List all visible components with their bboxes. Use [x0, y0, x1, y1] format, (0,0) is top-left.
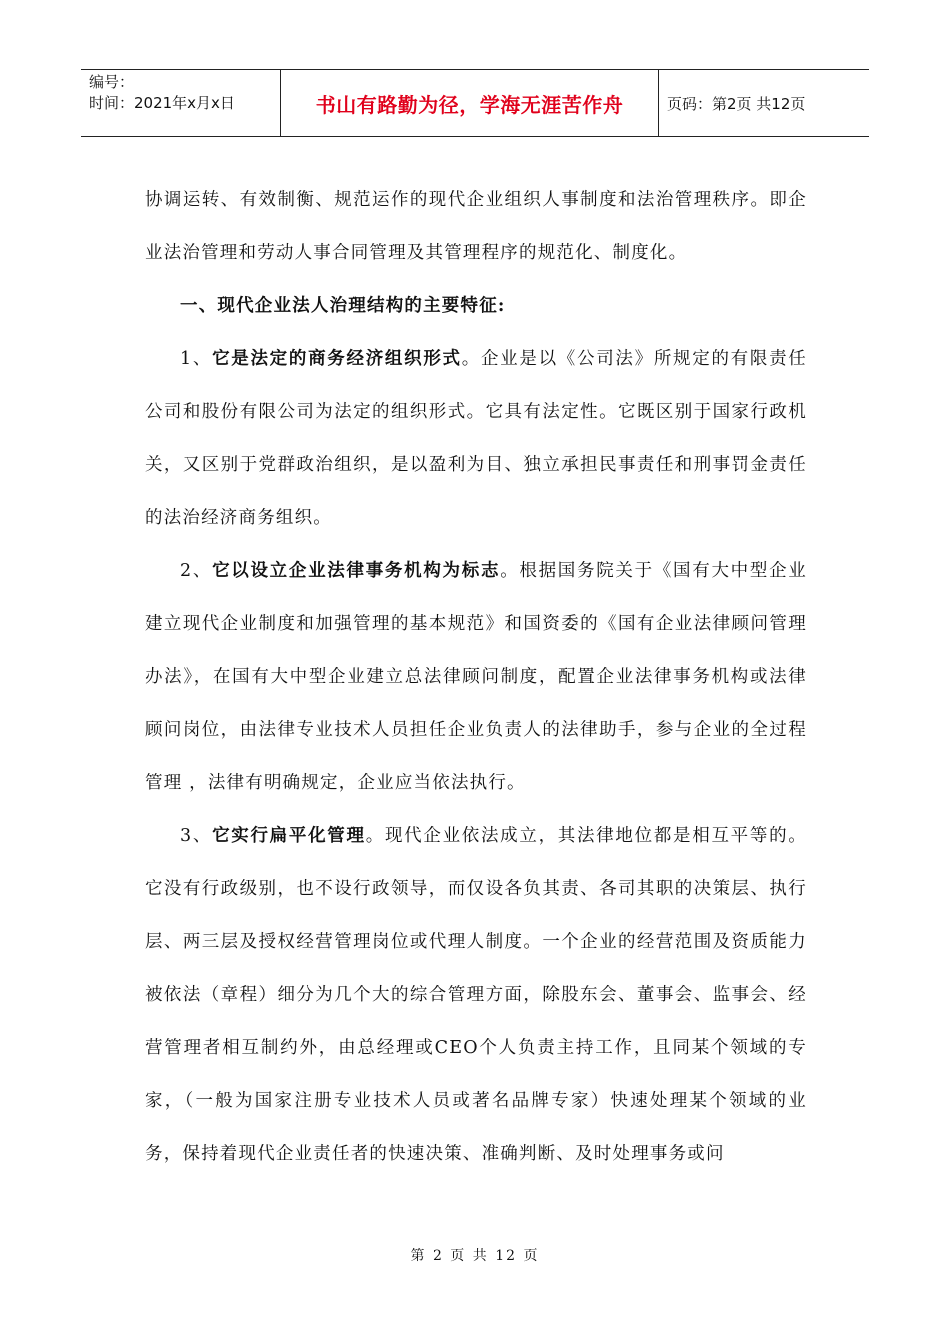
item-text: 。根据国务院关于《国有大中型企业建立现代企业制度和加强管理的基本规范》和国资委的《国有企业法律顾问管理办法》，在国有大中型企业建立总法律顾问制度，配置企业法律事务机构或法律顾问岗位，由法律专业技术人员担任企业负责人的法律助手，参与企业的全过程管理 ，法律有明确规定，企业应当依法执行。 — [145, 561, 808, 793]
item-title: 它以设立企业法律事务机构为标志 — [212, 561, 501, 581]
header-meta-cell — [81, 70, 281, 136]
item-number: 1、 — [180, 349, 213, 369]
item-title: 它实行扁平化管理 — [212, 826, 366, 846]
header-page-info: 页码：第2页 共12页 — [667, 94, 806, 113]
item-number: 2、 — [180, 561, 213, 581]
page-footer: 第 2 页 共 12 页 — [410, 1248, 540, 1264]
item-title: 它是法定的商务经济组织形式 — [212, 349, 462, 369]
document-body — [145, 174, 807, 1181]
item-text: 。企业是以《公司法》所规定的有限责任公司和股份有限公司为法定的组织形式。它具有法定性。它既区别于国家行政机关，又区别于党群政治组织，是以盈利为目、独立承担民事责任和刑事罚金责任的法治经济商务组织。 — [145, 349, 807, 528]
section-heading: 一、现代企业法人治理结构的主要特征: — [180, 296, 506, 316]
item-text: 。现代企业依法成立，其法律地位都是相互平等的。它没有行政级别，也不设行政领导，而仅设各负其责、各司其职的决策层、执行层、两三层及授权经营管理岗位或代理人制度。一个企业的经营范围及资质能力被依法（章程）细分为几个大的综合管理方面，除股东会、董事会、监事会、经营管理者相互制约外，由总经理或CEO个人负责主持工作，且同某个领域的专家，（一般为国家注册专业技术人员或著名品牌专家）快速处理某个领域的业务，保持着现代企业责任者的快速决策、准确判断、及时处理事务或问 — [145, 826, 807, 1164]
paragraph-feature-2 — [145, 545, 807, 810]
document-time-label: 时间：2021年x月x日 — [89, 94, 235, 112]
document-number-label: 编号： — [89, 73, 135, 91]
item-number: 3、 — [180, 826, 213, 846]
paragraph-continued: 协调运转、有效制衡、规范运作的现代企业组织人事制度和法治管理秩序。即企业法治管理和劳动人事合同管理及其管理程序的规范化、制度化。 — [145, 190, 807, 263]
paragraph-feature-1 — [145, 333, 807, 545]
paragraph-feature-3 — [145, 810, 807, 1181]
header-table — [81, 69, 869, 137]
header-motto: 书山有路勤为径，学海无涯苦作舟 — [281, 70, 659, 136]
